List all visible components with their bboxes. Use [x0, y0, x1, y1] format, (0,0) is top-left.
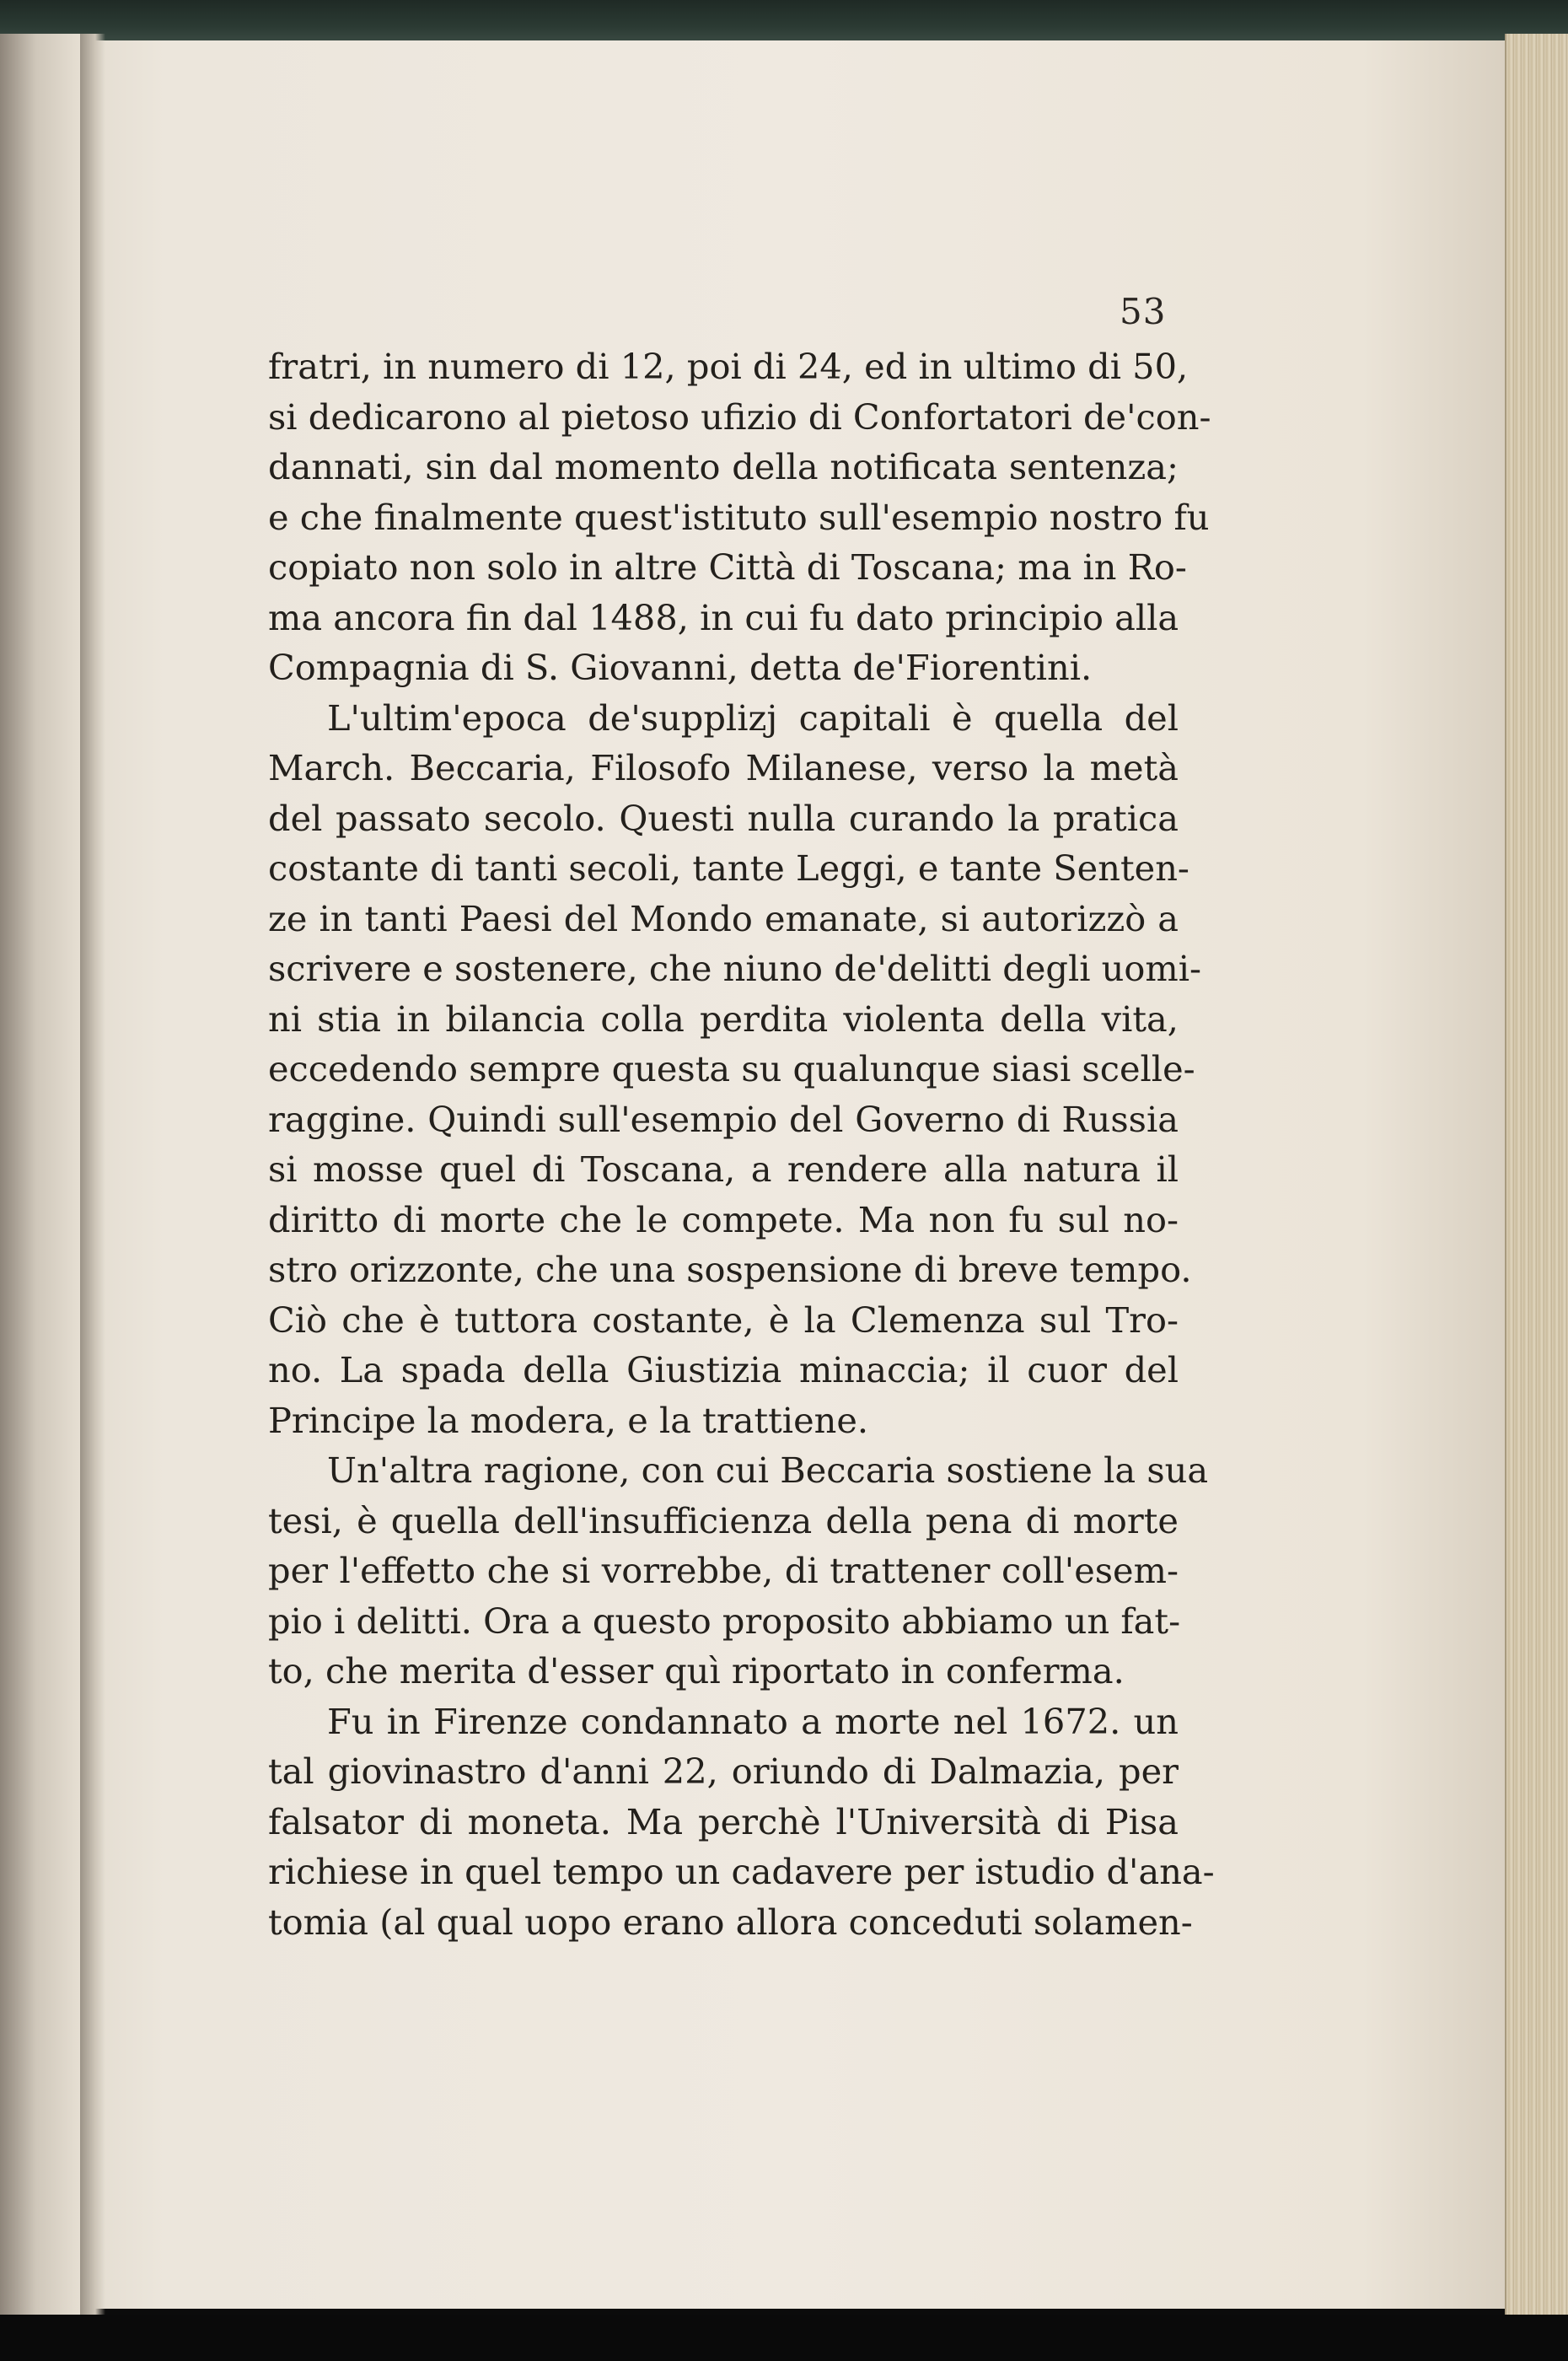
text-line: copiato non solo in altre Città di Toscana; ma in Ro-: [268, 546, 1187, 588]
text-line: March. Beccaria, Filosofo Milanese, verso la metà: [268, 747, 1179, 788]
bottom-shadow: [0, 2315, 1568, 2361]
text-line: Fu in Firenze condannato a morte nel 1672. un: [327, 1700, 1179, 1742]
text-line: costante di tanti secoli, tante Leggi, e tante Senten-: [268, 847, 1189, 889]
text-line: Principe la modera, e la trattiene.: [268, 1399, 869, 1441]
text-line: tal giovinastro d'anni 22, oriundo di Dalmazia, per: [268, 1751, 1179, 1792]
text-line: richiese in quel tempo un cadavere per istudio d'ana-: [268, 1851, 1215, 1892]
text-line: si dedicarono al pietoso ufizio di Confortatori de'con-: [268, 395, 1211, 438]
text-line: fratri, in numero di 12, poi di 24, ed in ultimo di 50,: [268, 346, 1189, 387]
text-line: Un'altra ragione, con cui Beccaria sostiene la sua: [327, 1449, 1209, 1491]
text-line: Ciò che è tuttora costante, è la Clemenza sul Tro-: [268, 1299, 1179, 1341]
text-line: dannati, sin dal momento della notificata sentenza;: [268, 446, 1179, 487]
text-line: pio i delitti. Ora a questo proposito abbiamo un fat-: [268, 1600, 1181, 1642]
text-line: no. La spada della Giustizia minaccia; il cuor del: [268, 1349, 1179, 1390]
page-gutter: [80, 34, 105, 2319]
page-stack-edge: [1505, 34, 1568, 2327]
text-line: L'ultim'epoca de'supplizj capitali è quella del: [327, 696, 1179, 739]
text-line: ma ancora fin dal 1488, in cui fu dato principio alla: [268, 596, 1179, 638]
text-line: del passato secolo. Questi nulla curando la pratica: [268, 797, 1179, 839]
text-line: stro orizzonte, che una sospensione di breve tempo.: [268, 1249, 1192, 1290]
text-line: raggine. Quindi sull'esempio del Governo di Russia: [268, 1098, 1179, 1140]
text-line: ze in tanti Paesi del Mondo emanate, si autorizzò a: [268, 897, 1179, 939]
text-line: scrivere e sostenere, che niuno de'delitti degli uomi-: [268, 948, 1202, 989]
text-line: eccedendo sempre questa su qualunque siasi scelle-: [268, 1048, 1195, 1089]
facing-page-edge: [0, 34, 82, 2319]
text-line: tesi, è quella dell'insufficienza della pena di morte: [268, 1499, 1179, 1541]
text-line: diritto di morte che le compete. Ma non fu sul no-: [268, 1198, 1179, 1240]
text-line: to, che merita d'esser quì riportato in conferma.: [268, 1650, 1125, 1691]
text-line: falsator di moneta. Ma perchè l'Università di Pisa: [268, 1800, 1179, 1842]
body-text: [268, 342, 1215, 1947]
text-line: per l'effetto che si vorrebbe, di trattener coll'esem-: [268, 1550, 1179, 1591]
text-line: Compagnia di S. Giovanni, detta de'Fiorentini.: [268, 647, 1093, 688]
text-line: ni stia in bilancia colla perdita violenta della vita,: [268, 998, 1179, 1040]
text-line: tomia (al qual uopo erano allora conceduti solamen-: [268, 1901, 1193, 1943]
text-line: e che finalmente quest'istituto sull'esempio nostro fu: [268, 496, 1210, 538]
page-number: 53: [1120, 291, 1167, 332]
text-line: si mosse quel di Toscana, a rendere alla natura il: [268, 1148, 1179, 1190]
